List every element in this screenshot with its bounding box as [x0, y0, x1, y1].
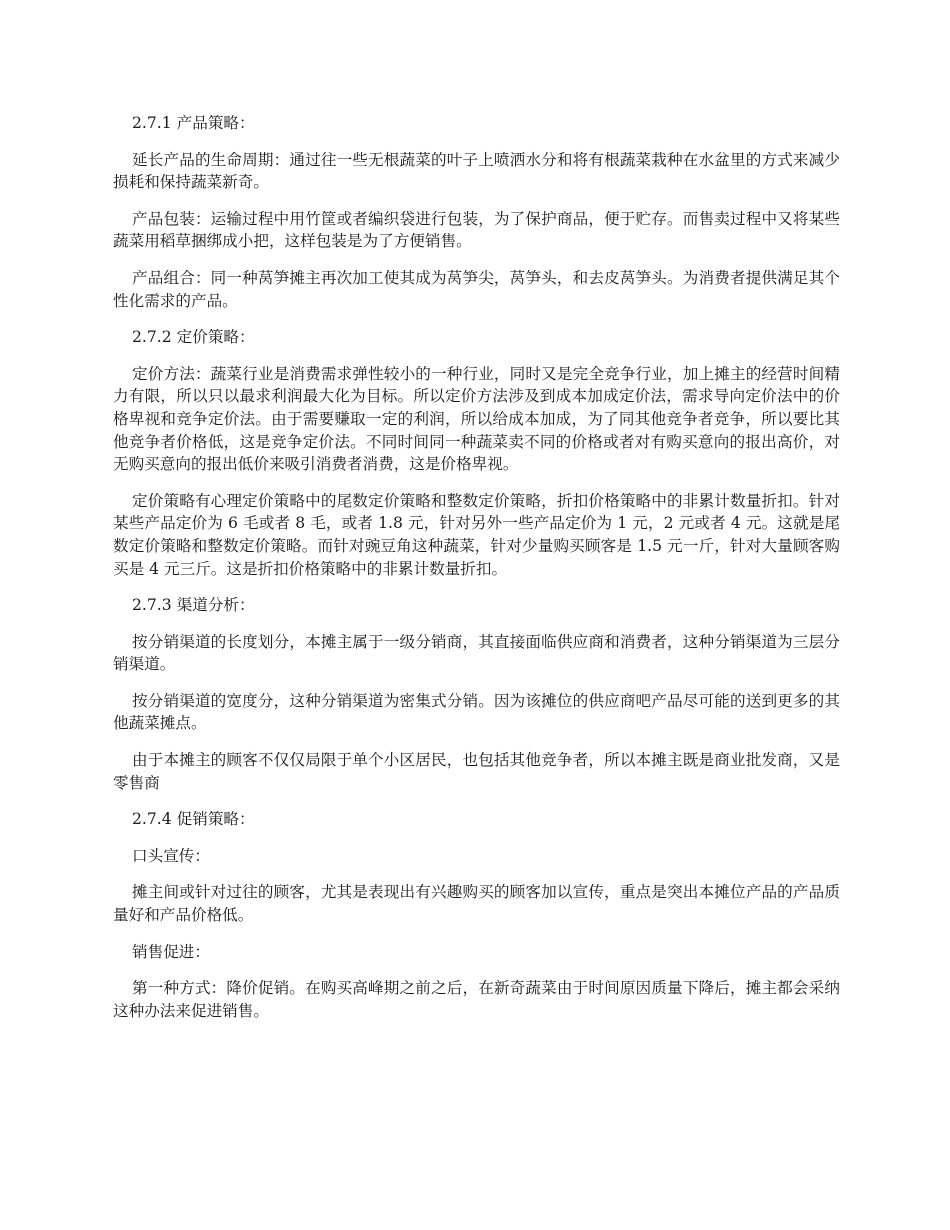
section-heading-2-7-1: 2.7.1 产品策略：: [132, 114, 255, 132]
paragraph-product-mix: 产品组合：同一种莴笋摊主再次加工使其成为莴笋尖，莴笋头，和去皮莴笋头。为消费者提供满足其个性化需求的产品。: [113, 268, 840, 310]
document-body: [113, 112, 840, 1036]
section-heading-2-7-4: 2.7.4 促销策略：: [132, 810, 255, 829]
section-heading-2-7-2: 2.7.2 定价策略：: [132, 328, 255, 347]
paragraph-channel-role: 由于本摊主的顾客不仅仅局限于单个小区居民，也包括其他竞争者，所以本摊主既是商业批发商，又是零售商: [113, 751, 840, 792]
section-heading-2-7-3: 2.7.3 渠道分析：: [132, 596, 255, 615]
paragraph-product-lifecycle: 延长产品的生命周期：通过往一些无根蔬菜的叶子上喷洒水分和将有根蔬菜栽种在水盆里的方式来减少损耗和保持蔬菜新奇。: [113, 150, 840, 192]
paragraph-word-of-mouth: 摊主间或针对过往的顾客，尤其是表现出有兴趣购买的顾客加以宣传，重点是突出本摊位产品的产品质量好和产品价格低。: [113, 883, 840, 925]
paragraph-word-of-mouth-label: 口头宣传：: [132, 846, 210, 865]
paragraph-sales-promotion-label: 销售促进：: [132, 942, 210, 961]
paragraph-product-packaging: 产品包装：运输过程中用竹筐或者编织袋进行包装，为了保护商品，便于贮存。而售卖过程中又将某些蔬菜用稻草捆绑成小把，这样包装是为了方便销售。: [113, 209, 840, 251]
paragraph-pricing-strategy: 定价策略有心理定价策略中的尾数定价策略和整数定价策略，折扣价格策略中的非累计数量折扣。针对某些产品定价为 6 毛或者 8 毛，或者 1.8 元，针对另外一些产品定价为 1 元，2 元或者 4 元。这就是尾数定价策略和整数定价策略。而针对豌豆角这种蔬菜，针对少量购买顾客是 1.5 元一斤，针对大量顾客购买是 4 元三斤。这是折扣价格策略中的非累计数量折扣。: [113, 491, 840, 578]
paragraph-price-promotion: 第一种方式：降价促销。在购买高峰期之前之后，在新奇蔬菜由于时间原因质量下降后，摊主都会采纳这种办法来促进销售。: [113, 979, 840, 1020]
paragraph-channel-width: 按分销渠道的宽度分，这种分销渠道为密集式分销。因为该摊位的供应商吧产品尽可能的送到更多的其他蔬菜摊点。: [113, 691, 840, 733]
paragraph-channel-length: 按分销渠道的长度划分，本摊主属于一级分销商，其直接面临供应商和消费者，这种分销渠道为三层分销渠道。: [113, 632, 840, 674]
paragraph-pricing-method: 定价方法：蔬菜行业是消费需求弹性较小的一种行业，同时又是完全竞争行业，加上摊主的经营时间精力有限，所以只以最求利润最大化为目标。所以定价方法涉及到成本加成定价法，需求导向定价法中的价格卑视和竞争定价法。由于需要赚取一定的利润，所以给成本加成，为了同其他竞争者竞争，所以要比其他竞争者价格低，这是竞争定价法。不同时间同一种蔬菜卖不同的价格或者对有购买意向的报出高价，对无购买意向的报出低价来吸引消费者消费，这是价格卑视。: [113, 364, 840, 474]
